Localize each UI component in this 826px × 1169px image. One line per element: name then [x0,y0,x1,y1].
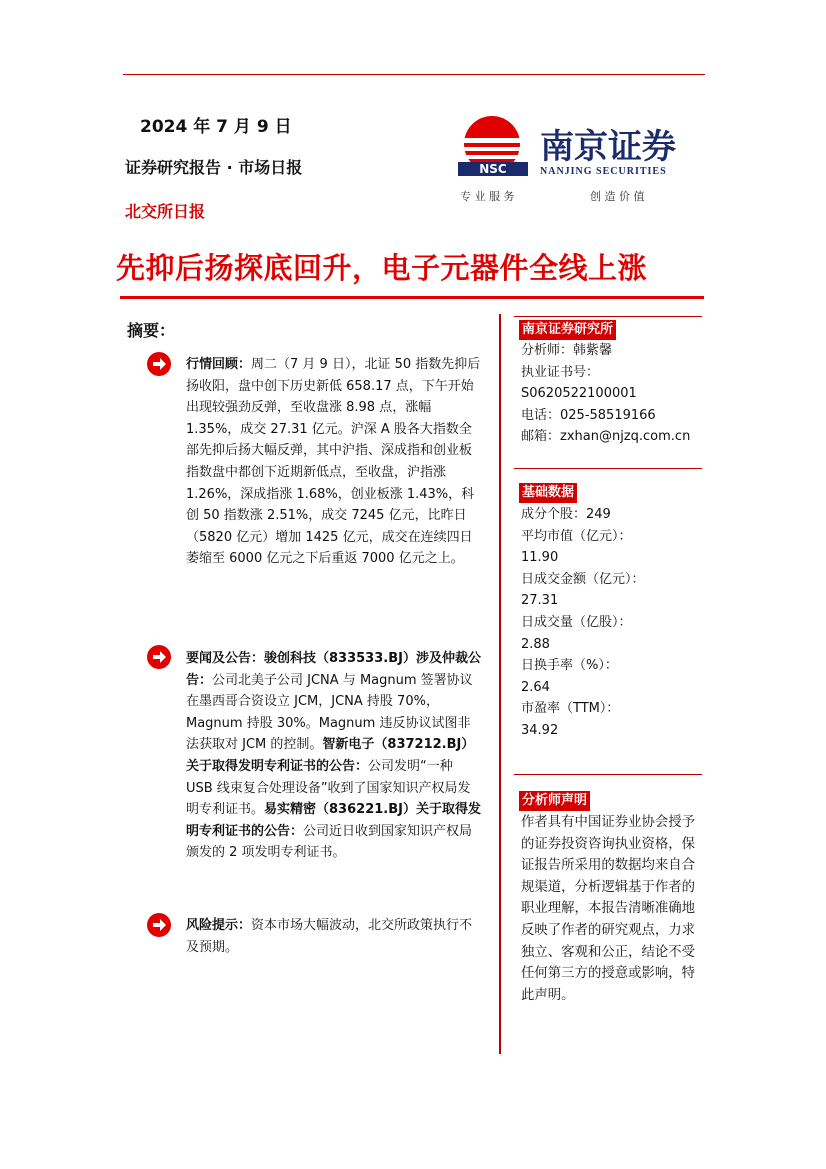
data-line: 平均市值（亿元）： [521,528,632,544]
bullet-body: 周二（7 月 9 日），北证 50 指数先抑后扬收阳，盘中创下历史新低 658.17 点，下午开始出现较强劲反弹，至收盘涨 8.98 点，涨幅 1.35%，成交 27.31 亿元。沪深 A 股各大指数全部先抑后扬大幅反弹，其中沪指、深成指和创业板指数盘中都创下近期新低点，至收盘，沪指涨 1.26%，深成指涨 1.68%，创业板涨 1.43%，科创 50 指数涨 2.51%，成交 7245 亿元，比昨日（5820 亿元）增加 1425 亿元，成交在连续四日萎缩至 6000 亿元之下后重返 7000 亿元之上。 [186,357,481,567]
institute-tag: 南京证券研究所 [519,320,616,340]
arrow-right-circle-icon [146,644,172,670]
disclaimer-text: 作者具有中国证券业协会授予的证券投资咨询执业资格，保证报告所采用的数据均来自合规渠道，分析逻辑基于作者的职业理解，本报告清晰准确地反映了作者的研究观点，力求独立、客观和公正，结论不受任何第三方的授意或影响，特此声明。 [521,815,696,1003]
data-line: 2.88 [521,636,550,652]
email: 邮箱：zxhan@njzq.com.cn [521,429,691,445]
report-date: 2024 年 7 月 9 日 [140,117,292,137]
arrow-right-circle-icon [146,351,172,377]
institute-info [521,340,703,448]
logo-abbr: NSC [479,162,507,176]
company-logo [458,116,694,208]
bullet-body: 公司近日收到国家知识产权局颁发的 2 项发明专利证书。 [186,823,473,861]
bullet-body: 公司发明“一种 USB 线束复合处理设备”收到了国家知识产权局发明专利证书。 [186,758,471,818]
data-line: 27.31 [521,593,559,609]
data-line: 成分个股：249 [521,507,611,522]
data-line: 市盈率（TTM）： [521,701,620,717]
sidebar-rule [514,774,702,775]
data-line: 2.64 [521,679,550,695]
logo-name-en: NANJING SECURITIES [540,166,667,177]
logo-name-cn: 南京证券 [540,127,676,167]
license-number: S0620522100001 [521,386,637,402]
report-section: 北交所日报 [125,202,206,221]
license-label: 执业证书号： [521,364,600,380]
disclaimer-tag: 分析师声明 [519,791,590,811]
bullet-heading: 行情回顾： [186,357,252,372]
bullet-risk [186,915,482,958]
phone: 电话：025-58519166 [521,407,656,423]
bullet-heading: 风险提示： [186,918,252,933]
data-line: 日换手率（%）： [521,658,618,674]
headline: 先抑后扬探底回升，电子元器件全线上涨 [116,251,648,285]
bullet-heading: 智新电子（837212.BJ）关于取得发明专利证书的公告： [186,737,475,774]
data-line: 日成交量（亿股）： [521,614,632,630]
data-line: 日成交金额（亿元）： [521,571,645,587]
abstract-label: 摘要： [127,321,176,340]
bullet-heading: 易实精密（836221.BJ）关于取得发明专利证书的公告： [186,802,481,839]
basic-data-tag: 基础数据 [519,483,577,503]
bullet-body: 资本市场大幅波动，北交所政策执行不及预期。 [186,918,473,955]
column-divider [499,314,501,1054]
data-line: 11.90 [521,550,559,566]
analyst-name: 分析师：韩紫馨 [521,343,613,358]
nsc-logo-icon [458,116,694,208]
logo-slogan-right: 创 造 价 值 [590,190,645,203]
bullet-market-review [186,354,482,570]
sidebar-rule [514,468,702,469]
arrow-right-circle-icon [146,912,172,938]
bullet-body: 公司北美子公司 JCNA 与 Magnum 签署协议在墨西哥合资设立 JCM，JCNA 持股 70%，Magnum 持股 30%。Magnum 违反协议试图非法获取对 JCM 的控制。 [186,672,473,753]
bullet-news [186,648,482,864]
data-line: 34.92 [521,722,559,738]
logo-slogan-left: 专 业 服 务 [460,190,515,203]
bullet-heading: 要闻及公告：骏创科技（833533.BJ）涉及仲裁公告： [186,651,481,688]
headline-rule [120,296,704,299]
report-type: 证券研究报告 · 市场日报 [125,158,303,177]
top-rule [123,74,705,75]
sidebar-rule [514,316,702,317]
basic-data-list [521,504,703,742]
